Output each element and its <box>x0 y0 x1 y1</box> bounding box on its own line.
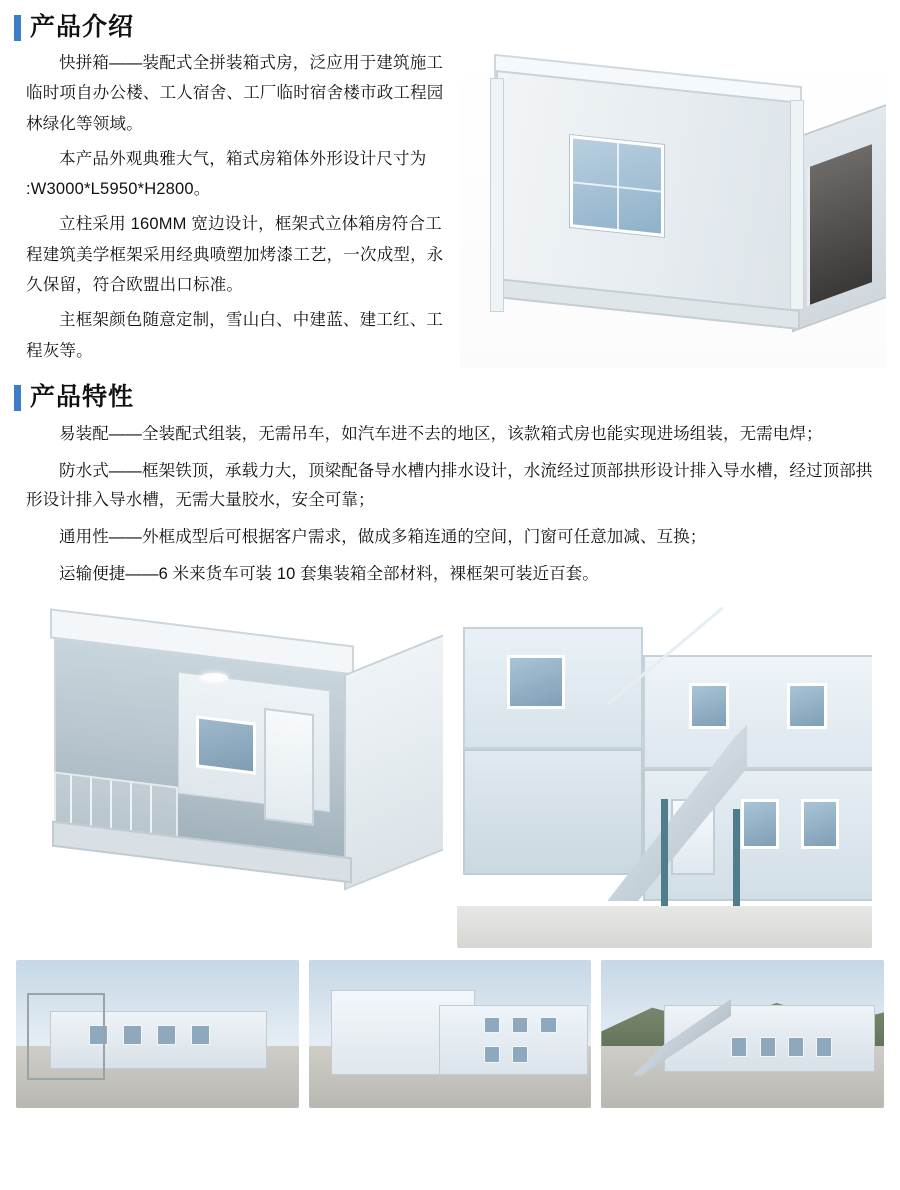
heading-accent-bar <box>14 385 21 411</box>
gallery-thumb-two-storey-dormitory <box>309 960 592 1108</box>
interior-window <box>196 716 256 775</box>
window <box>157 1025 176 1045</box>
container-building-wing <box>439 1005 588 1075</box>
gallery-thumbnails <box>14 960 886 1108</box>
white-container-house-illustration <box>460 48 886 368</box>
feature-paragraph-4: 运输便捷——6 米来货车可装 10 套集装箱全部材料，裸框架可装近百套。 <box>59 564 599 583</box>
window <box>816 1037 832 1057</box>
intro-paragraph-2: 本产品外观典雅大气，箱式房箱体外形设计尺寸为 :W3000*L5950*H2800。 <box>26 149 427 199</box>
window <box>540 1017 556 1034</box>
gallery-main <box>14 603 886 948</box>
window <box>123 1025 142 1045</box>
feature-paragraph-3: 通用性——外框成型后可根据客户需求，做成多箱连通的空间，门窗可任意加减、互换； <box>59 527 707 546</box>
container-doorway <box>807 144 872 306</box>
corner-post-left <box>490 78 504 312</box>
window <box>507 655 565 709</box>
ground-surface <box>457 906 872 948</box>
window <box>801 799 839 849</box>
section-heading-product-intro <box>14 14 886 42</box>
section-heading-product-features <box>14 384 886 412</box>
intro-paragraph-4: 主框架颜色随意定制，雪山白、中建蓝、建工红、工程灰等。 <box>26 311 444 360</box>
window <box>484 1017 500 1034</box>
document-page <box>0 14 900 1190</box>
intro-row <box>14 48 886 371</box>
window <box>191 1025 210 1045</box>
support-column <box>733 809 740 913</box>
window <box>512 1046 528 1063</box>
window <box>484 1046 500 1063</box>
window <box>731 1037 747 1057</box>
gallery-image-two-storey-container-building <box>457 603 872 948</box>
corner-post-right <box>790 100 804 310</box>
window <box>760 1037 776 1057</box>
intro-paragraph-3: 立柱采用 160MM 宽边设计，框架式立体箱房符合工程建筑美学框架采用经典喷塑加烤漆工艺，一次成型，永久保留，符合欧盟出口标准。 <box>26 214 444 295</box>
support-column <box>661 799 668 909</box>
window <box>788 1037 804 1057</box>
feature-text-block <box>14 420 886 589</box>
gallery-thumb-container-dormitory-row <box>16 960 299 1108</box>
section-title: 产品特性 <box>30 383 135 412</box>
scaffolding <box>27 993 104 1080</box>
feature-paragraph-1: 易装配——全装配式组装，无需吊车，如汽车进不去的地区，该款箱式房也能实现进场组装，无需电焊； <box>59 424 823 443</box>
product-photo-main <box>460 48 886 368</box>
intro-text-block <box>14 48 454 371</box>
window <box>741 799 779 849</box>
container-side-wall <box>344 624 443 891</box>
window <box>512 1017 528 1034</box>
intro-paragraph-1: 快拼箱——装配式全拼装箱式房，泛应用于建筑施工临时项自办公楼、工人宿舍、工厂临时宿舍楼市政工程园林绿化等领域。 <box>26 53 444 133</box>
lower-left-container-unit <box>463 749 643 875</box>
page-title: 产品介绍 <box>30 13 135 41</box>
gallery-image-open-front-container <box>28 603 443 948</box>
container-window <box>570 135 664 237</box>
heading-accent-bar <box>14 15 21 41</box>
interior-door <box>264 708 314 826</box>
gallery-thumb-mountain-container-camp <box>601 960 884 1108</box>
feature-paragraph-2: 防水式——框架铁顶，承载力大，顶梁配备导水槽内排水设计，水流经过顶部拱形设计排入导水槽，经过顶部拱形设计排入导水槽，无需大量胶水，安全可靠； <box>26 461 873 510</box>
